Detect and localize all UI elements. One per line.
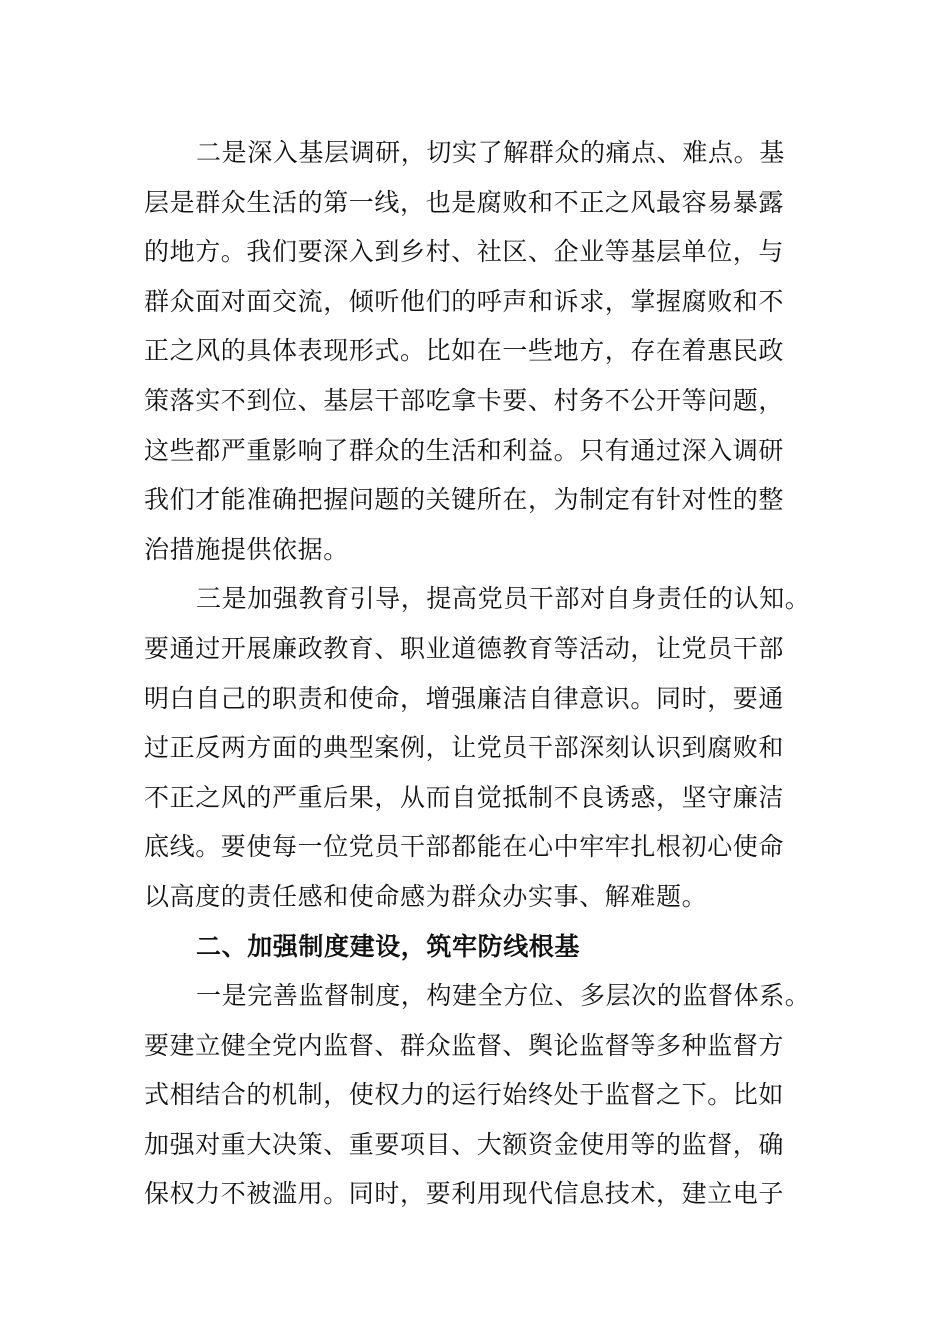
paragraph-line: 一是完善监督制度，构建全方位、多层次的监督体系。 <box>196 981 811 1011</box>
paragraph-line: 这些都严重影响了群众的生活和利益。只有通过深入调研 <box>144 435 785 465</box>
paragraph-line: 不正之风的严重后果，从而自觉抵制不良诱惑，坚守廉洁 <box>144 782 785 812</box>
paragraph-line: 底线。要使每一位党员干部都能在心中牢牢扎根初心使命 <box>144 832 785 862</box>
paragraph-line: 二是深入基层调研，切实了解群众的痛点、难点。基 <box>196 138 785 167</box>
paragraph-line: 保权力不被滥用。同时，要利用现代信息技术，建立电子 <box>144 1179 785 1209</box>
section-heading: 二、加强制度建设，筑牢防线根基 <box>196 931 581 961</box>
paragraph-line: 要通过开展廉政教育、职业道德教育等活动，让党员干部 <box>144 633 785 663</box>
paragraph-line: 三是加强教育引导，提高党员干部对自身责任的认知。 <box>196 584 811 614</box>
document-body <box>144 128 814 1219</box>
paragraph-line: 治措施提供依据。 <box>144 534 349 564</box>
paragraph-line: 要建立健全党内监督、群众监督、舆论监督等多种监督方 <box>144 1030 785 1060</box>
paragraph-line: 群众面对面交流，倾听他们的呼声和诉求，掌握腐败和不 <box>144 286 785 316</box>
paragraph-line: 过正反两方面的典型案例，让党员干部深刻认识到腐败和 <box>144 733 785 763</box>
paragraph-line: 我们才能准确把握问题的关键所在，为制定有针对性的整 <box>144 485 785 515</box>
paragraph-line: 明白自己的职责和使命，增强廉洁自律意识。同时，要通 <box>144 683 785 713</box>
paragraph-line: 策落实不到位、基层干部吃拿卡要、村务不公开等问题， <box>144 385 785 415</box>
paragraph-line: 的地方。我们要深入到乡村、社区、企业等基层单位，与 <box>144 237 785 267</box>
paragraph-line: 以高度的责任感和使命感为群众办实事、解难题。 <box>144 881 708 911</box>
paragraph-line: 加强对重大决策、重要项目、大额资金使用等的监督，确 <box>144 1129 785 1159</box>
paragraph-line: 式相结合的机制，使权力的运行始终处于监督之下。比如 <box>144 1080 785 1110</box>
paragraph-line: 层是群众生活的第一线，也是腐败和不正之风最容易暴露 <box>144 187 785 217</box>
paragraph-line: 正之风的具体表现形式。比如在一些地方，存在着惠民政 <box>144 336 785 366</box>
